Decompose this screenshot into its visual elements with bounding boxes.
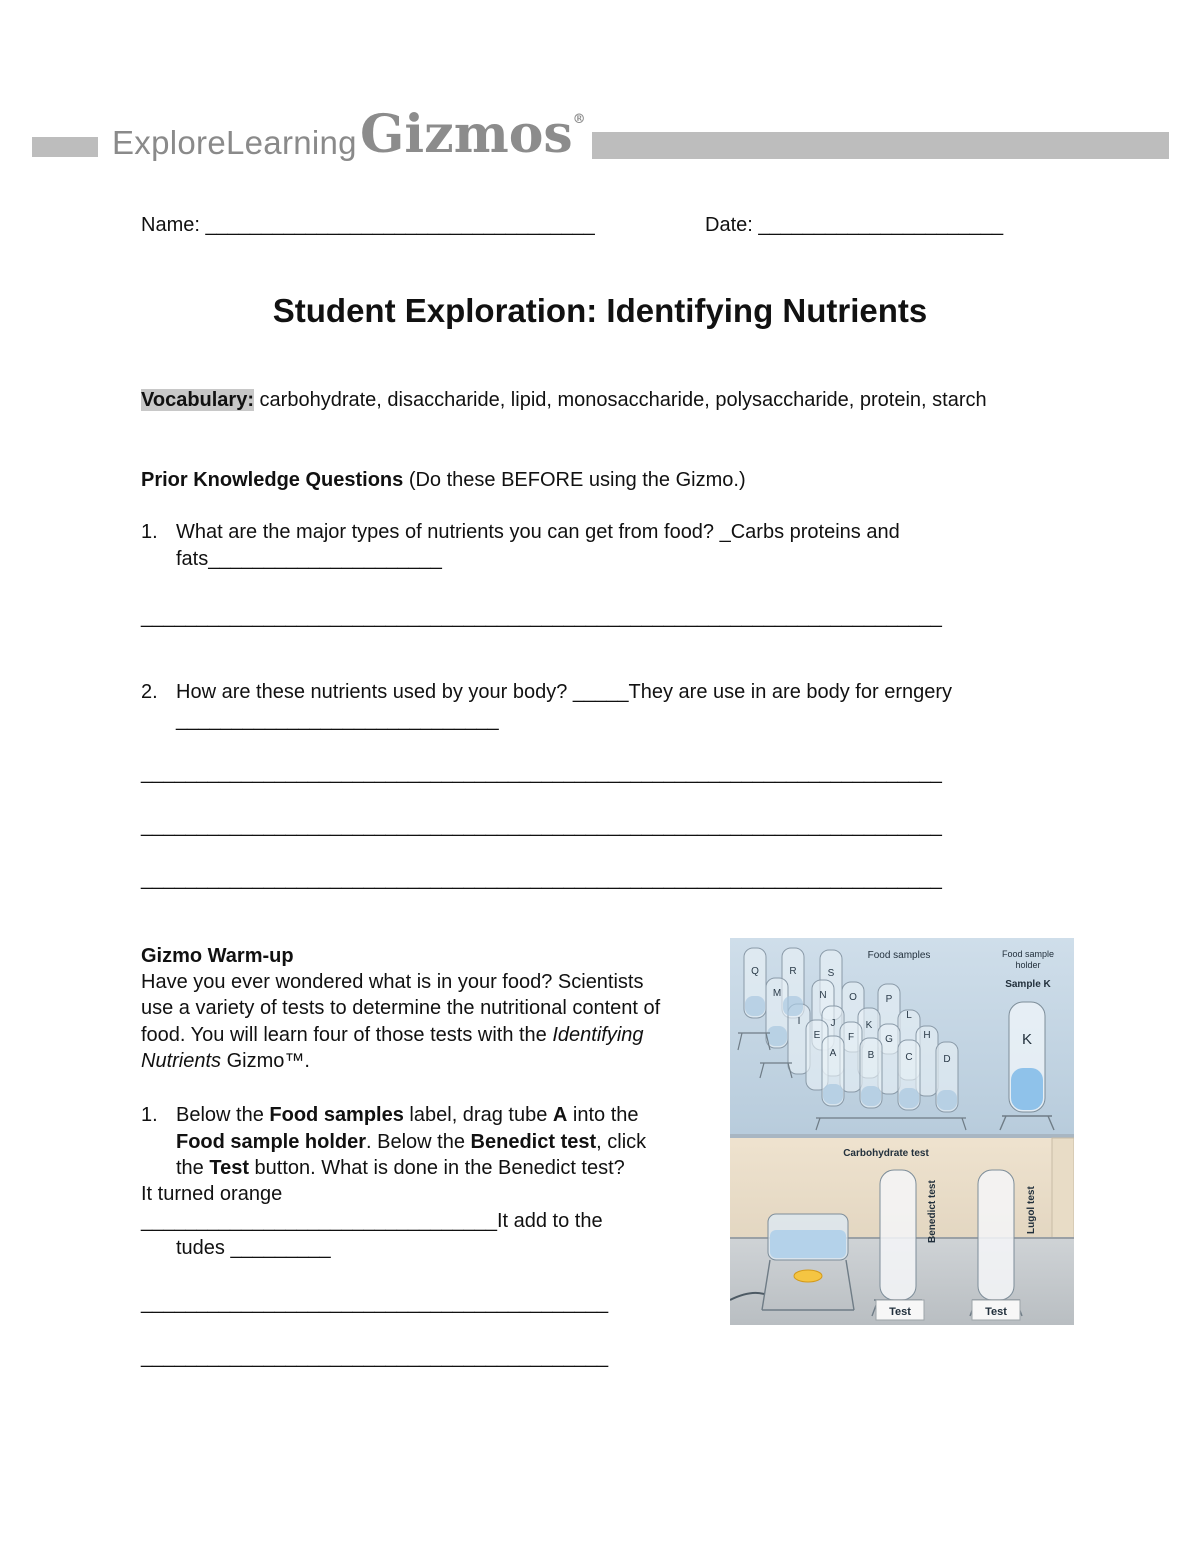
gizmo-illustration [730,938,1074,1325]
warmup-para-line4-text: Gizmo™. [221,1050,310,1072]
prior-knowledge-subheading: (Do these BEFORE using the Gizmo.) [403,469,746,491]
tube-label-f: F [847,1032,855,1043]
warmup-q1-line3 [176,1155,625,1181]
panel-divider [730,1134,1074,1138]
tube-label-c: C [905,1052,913,1063]
tube-label-p: P [885,994,893,1005]
header-bar-right [592,132,1169,159]
name-blank[interactable]: ___________________________________ [205,214,595,236]
wq1-l3a: the [176,1157,210,1179]
wq1-test: Test [209,1157,249,1179]
tube-label-n: N [819,990,827,1001]
warmup-para-line4 [141,1048,310,1074]
brand-logo-text: ExploreLearning [112,124,357,161]
sample-holder-letter: K [1021,1031,1033,1048]
wq1-l1a: Below the [176,1104,270,1126]
wq1-benedict-test: Benedict test [470,1131,597,1153]
warmup-q1-answer-line-1[interactable]: __________________________________________ [141,1292,609,1314]
tube-label-k: K [865,1020,873,1031]
wq1-tube-a: A [552,1104,568,1126]
q1-text-line2[interactable]: fats_____________________ [176,548,442,570]
vocabulary-terms: carbohydrate, disaccharide, lipid, monosaccharide, polysaccharide, protein, starch [254,389,987,411]
holder-label-2: holder [1015,960,1041,970]
sample-holder-liquid [1011,1068,1043,1110]
tube-label-r: R [789,966,797,977]
benedict-test-button[interactable] [876,1300,924,1320]
carbohydrate-test-label: Carbohydrate test [843,1148,929,1159]
lugol-test-button-label: Test [985,1306,1007,1318]
gizmo-screenshot [730,938,1074,1325]
tube-label-j: J [830,1018,836,1029]
wq1-food-sample-holder: Food sample holder [176,1131,367,1153]
q2-text-line2[interactable]: _____________________________ [176,709,499,731]
wq1-l1e: into the [567,1104,639,1126]
header-bar-left [32,137,98,157]
date-field[interactable] [705,212,1003,238]
liquid-r [783,996,803,1016]
warmup-gizmo-name-part2: Nutrients [141,1050,222,1072]
q1-number: 1. [141,521,158,543]
warmup-q1-answer-1[interactable]: It turned orange [141,1183,283,1205]
warmup-para-line2: use a variety of tests to determine the nutritional content of [141,997,661,1019]
wq1-food-samples: Food samples [269,1104,404,1126]
benedict-tube [880,1170,916,1300]
vocabulary-line [141,387,987,413]
warmup-q1-answer-3[interactable]: tudes _________ [176,1237,331,1259]
sample-label: Sample K [1005,979,1051,990]
wq1-l1c: label, drag tube [403,1104,553,1126]
tube-label-a: A [829,1048,837,1059]
warmup-para-line3 [141,1022,644,1048]
warmup-q1-line2 [176,1129,646,1155]
benedict-test-label: Benedict test [927,1180,938,1243]
liquid-b [861,1086,881,1106]
date-label: Date: [705,214,753,236]
prior-knowledge-heading: Prior Knowledge Questions [141,469,404,491]
brand-gizmos-text: Gizmos [360,104,573,165]
wq1-l2d: , click [596,1131,647,1153]
lugol-tube [978,1170,1014,1300]
prior-knowledge-heading-line [141,467,746,493]
lugol-test-label: Lugol test [1026,1186,1037,1234]
tube-label-d: D [943,1054,951,1065]
q2-answer-line-2[interactable]: ________________________________________________________________________ [141,815,942,837]
q2-number: 2. [141,681,158,703]
liquid-q [745,996,765,1016]
panel-edge [1052,1138,1074,1238]
q2-answer-line-1[interactable]: ________________________________________________________________________ [141,762,942,784]
tube-label-o: O [849,992,857,1003]
wq1-l3c: button. What is done in the Benedict test? [249,1157,625,1179]
liquid-a [823,1084,843,1104]
warmup-q1-line1 [176,1102,639,1128]
warmup-heading: Gizmo Warm-up [141,945,294,967]
q2-answer-line-3[interactable]: ________________________________________________________________________ [141,868,942,890]
water-bath-water [770,1230,846,1258]
burner-flame [794,1270,822,1282]
liquid-m [767,1026,787,1046]
warmup-para-line1: Have you ever wondered what is in your food? Scientists [141,971,644,993]
q1-text-line1: What are the major types of nutrients you can get from food? _Carbs proteins and [176,521,900,543]
name-field[interactable] [141,212,595,238]
tube-label-i: I [797,1016,801,1027]
tube-label-m: M [772,988,782,999]
tube-label-h: H [923,1030,931,1041]
warmup-para-line3-text: food. You will learn four of those tests with the [141,1024,553,1046]
tube-label-l: L [906,1010,912,1021]
date-blank[interactable]: ______________________ [758,214,1004,236]
liquid-c [899,1088,919,1108]
tube-label-g: G [885,1034,893,1045]
tube-label-e: E [813,1030,821,1041]
warmup-q1-number: 1. [141,1104,158,1126]
name-label: Name: [141,214,200,236]
warmup-q1-answer-2[interactable]: ________________________________It add to the [141,1210,603,1232]
lugol-test-button[interactable] [972,1300,1020,1320]
food-samples-label: Food samples [867,950,931,961]
brand-logo-gizmos [360,104,586,165]
vocabulary-label: Vocabulary: [141,389,254,411]
brand-registered-mark: ® [572,112,586,127]
liquid-d [937,1090,957,1110]
benedict-test-button-label: Test [889,1306,911,1318]
holder-label-1: Food sample [1001,949,1055,959]
tube-label-q: Q [751,966,759,977]
page-title: Student Exploration: Identifying Nutrients [272,292,928,329]
warmup-gizmo-name-part1: Identifying [552,1024,644,1046]
q2-text-line1: How are these nutrients used by your body? _____They are use in are body for erngery [176,681,953,703]
wq1-l2b: . Below the [366,1131,471,1153]
q1-answer-line[interactable]: ________________________________________________________________________ [141,606,942,628]
warmup-q1-answer-line-2[interactable]: __________________________________________ [141,1346,609,1368]
tube-label-b: B [867,1050,875,1061]
tube-label-s: S [827,968,835,979]
